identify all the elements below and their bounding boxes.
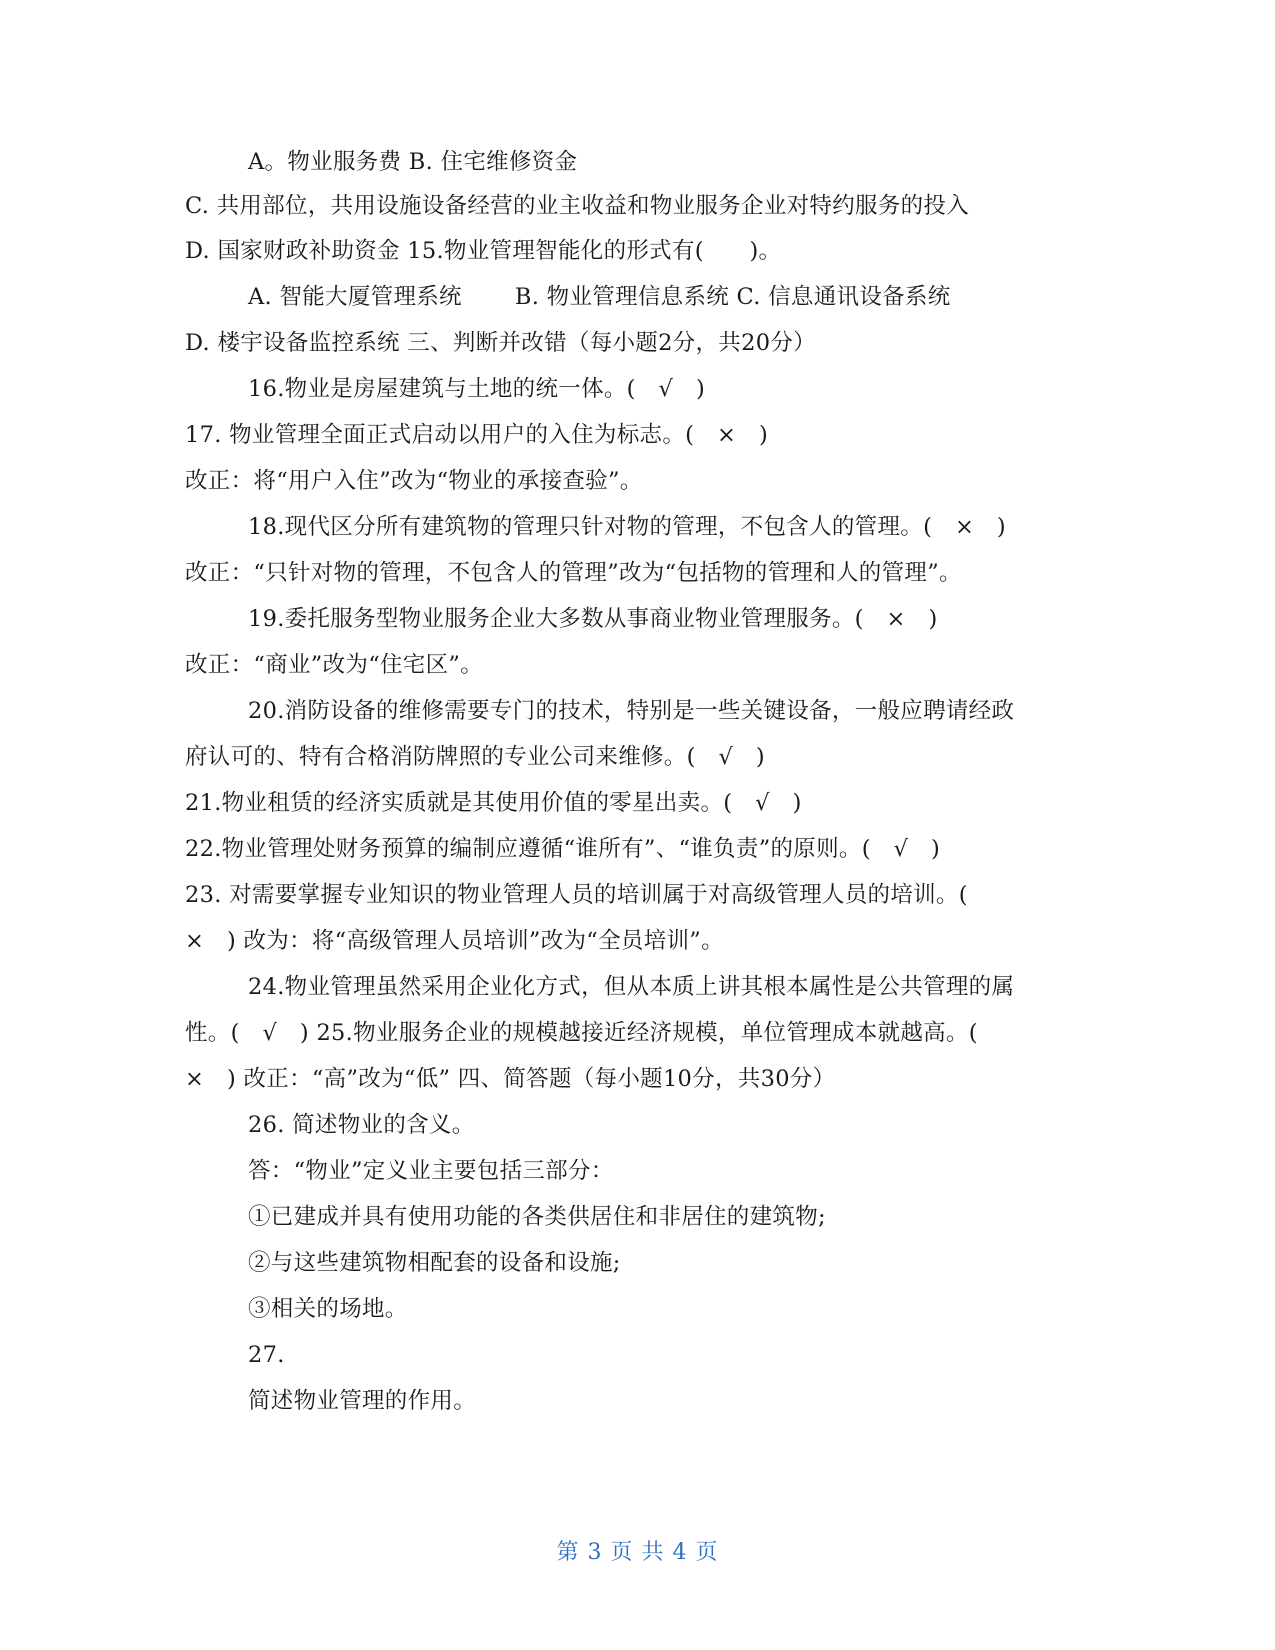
answer-line: ①已建成并具有使用功能的各类供居住和非居住的建筑物; <box>248 1204 826 1230</box>
question-number-line: 27. <box>248 1342 285 1368</box>
question-line: 18.现代区分所有建筑物的管理只针对物的管理，不包含人的管理。( × ) <box>248 514 1006 540</box>
correction-line: × ) 改为：将“高级管理人员培训”改为“全员培训”。 <box>185 928 724 954</box>
question-line: 22.物业管理处财务预算的编制应遵循“谁所有”、“谁负责”的原则。( √ ) <box>185 836 941 862</box>
option-line: A。物业服务费 B. 住宅维修资金 <box>248 149 578 175</box>
option-line: D. 国家财政补助资金 15.物业管理智能化的形式有( )。 <box>185 238 782 264</box>
section-heading-line: D. 楼宇设备监控系统 三、判断并改错（每小题2分，共20分） <box>185 330 816 356</box>
option-line: A. 智能大厦管理系统 B. 物业管理信息系统 C. 信息通讯设备系统 <box>248 284 951 310</box>
question-line: 17. 物业管理全面正式启动以用户的入住为标志。( × ) <box>185 422 769 448</box>
question-line: 20.消防设备的维修需要专门的技术，特别是一些关键设备，一般应聘请经政 <box>248 698 1015 724</box>
question-line: 简述物业管理的作用。 <box>248 1388 477 1414</box>
page-footer: 第 3 页 共 4 页 <box>556 1540 719 1565</box>
question-line: 24.物业管理虽然采用企业化方式，但从本质上讲其根本属性是公共管理的属 <box>248 974 1015 1000</box>
correction-line: 改正：“只针对物的管理，不包含人的管理”改为“包括物的管理和人的管理”。 <box>185 560 962 586</box>
question-line: 性。( √ ) 25.物业服务企业的规模越接近经济规模，单位管理成本就越高。( <box>185 1020 978 1046</box>
question-line: 19.委托服务型物业服务企业大多数从事商业物业管理服务。( × ) <box>248 606 938 632</box>
answer-line: 答：“物业”定义业主要包括三部分： <box>248 1158 614 1184</box>
correction-line: 改正：“商业”改为“住宅区”。 <box>185 652 484 678</box>
answer-line: ②与这些建筑物相配套的设备和设施; <box>248 1250 621 1276</box>
question-line: 26. 简述物业的含义。 <box>248 1112 475 1138</box>
question-line: 23. 对需要掌握专业知识的物业管理人员的培训属于对高级管理人员的培训。( <box>185 882 968 908</box>
question-line: 21.物业租赁的经济实质就是其使用价值的零星出卖。( √ ) <box>185 790 802 816</box>
correction-line: 改正：将“用户入住”改为“物业的承接查验”。 <box>185 468 643 494</box>
question-line: 16.物业是房屋建筑与土地的统一体。( √ ) <box>248 376 706 402</box>
answer-line: ③相关的场地。 <box>248 1296 408 1322</box>
section-heading-line: × ) 改正：“高”改为“低” 四、简答题（每小题10分，共30分） <box>185 1066 836 1092</box>
option-line: C. 共用部位，共用设施设备经营的业主收益和物业服务企业对特约服务的投入 <box>185 193 970 219</box>
question-line: 府认可的、特有合格消防牌照的专业公司来维修。( √ ) <box>185 744 765 770</box>
